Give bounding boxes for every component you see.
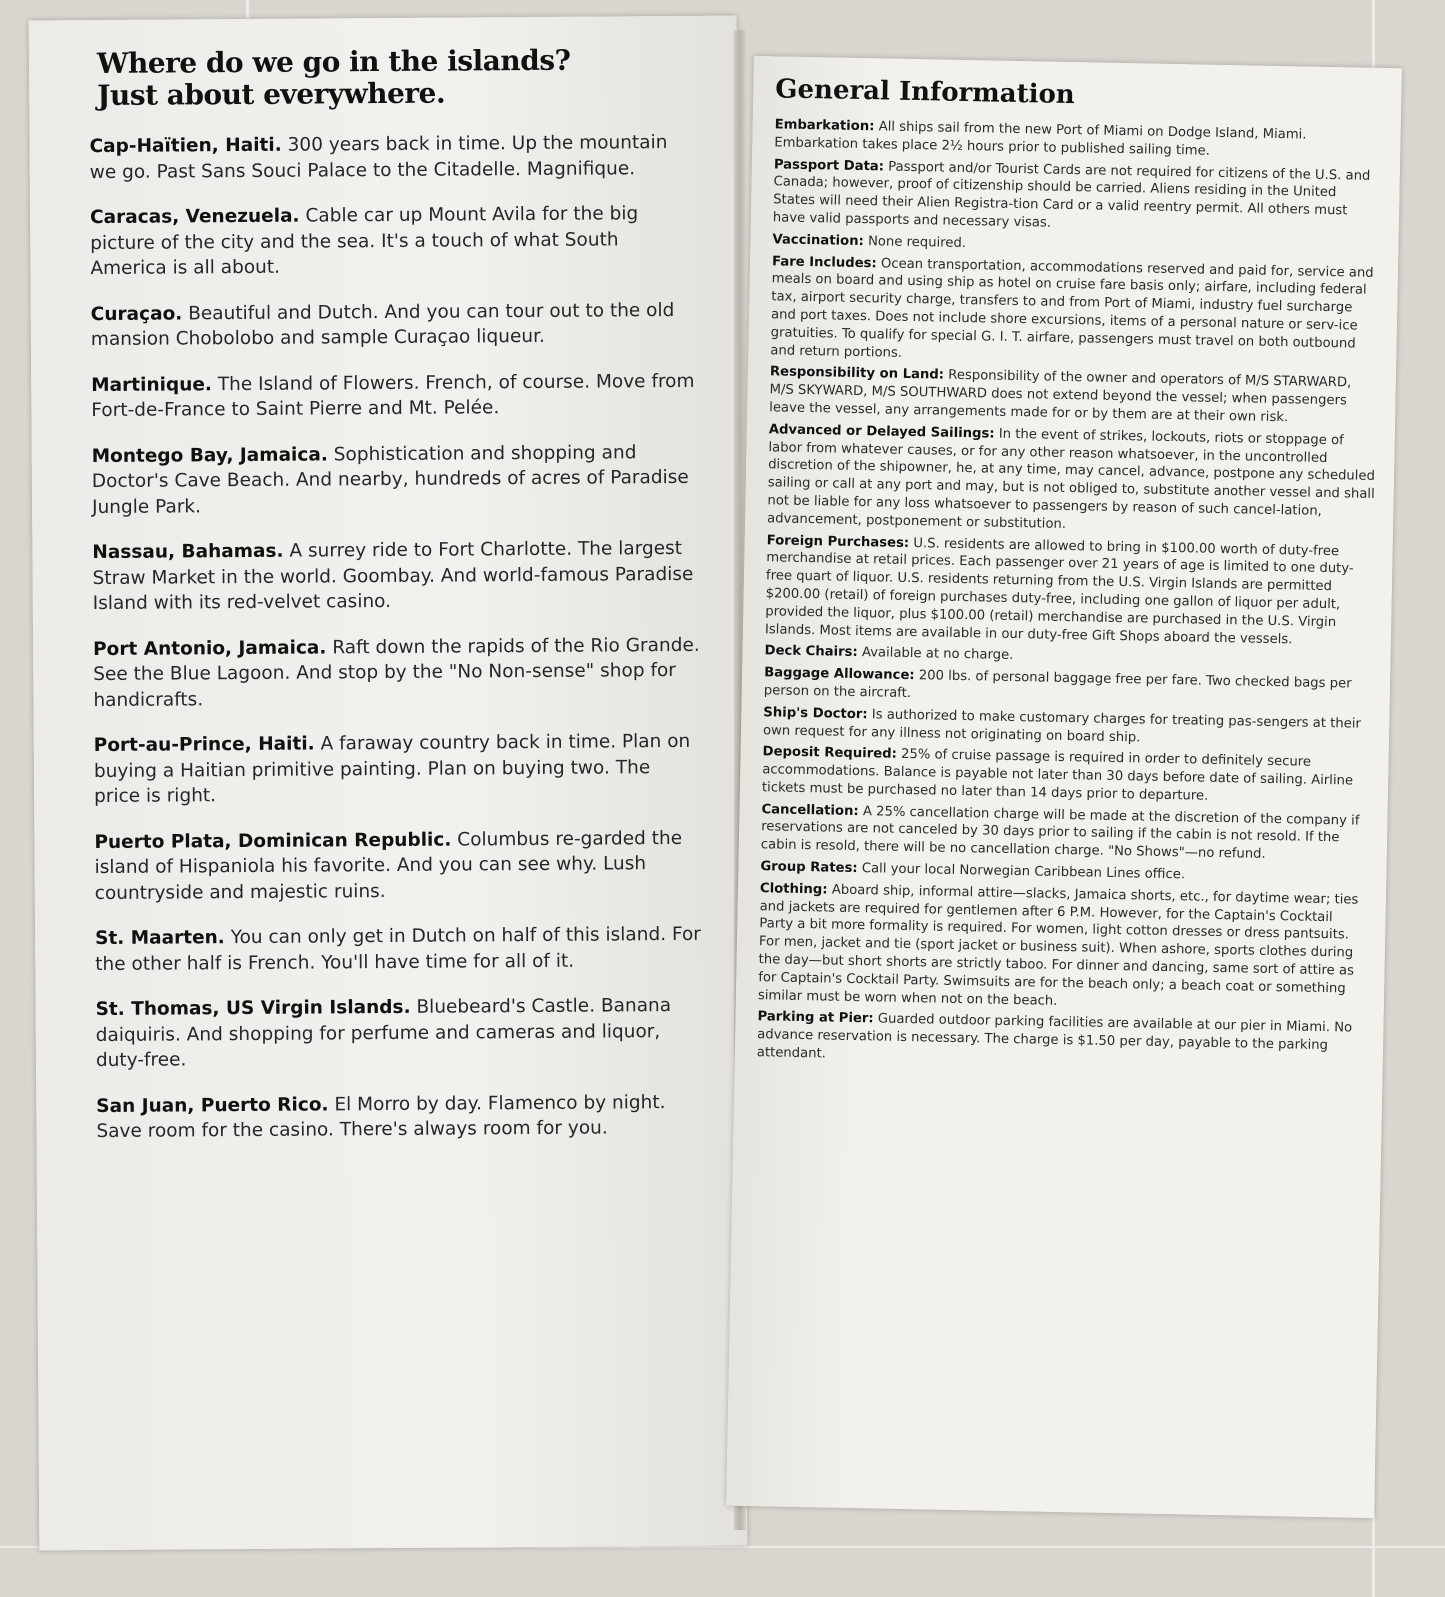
- info-text: Passport and/or Tourist Cards are not required for citizens of the U.S. and Canada; however, proof of citizenship should be carried. Aliens residing in the United States will need their Alien Registra-tion Card or a valid reentry permit. All others must have valid passports and necessary visas.: [772, 159, 1371, 231]
- info-section: [770, 253, 1380, 371]
- info-list: [757, 116, 1383, 1073]
- destination-entry: [92, 536, 701, 617]
- destination-name: St. Maarten.: [95, 927, 225, 950]
- info-text: None required.: [867, 233, 967, 251]
- info-term: Clothing:: [759, 881, 828, 898]
- info-term: Advanced or Delayed Sailings:: [768, 422, 995, 442]
- destination-description: Sophistication and shopping and Doctor's Cave Beach. And nearby, hundreds of acres of Paradise Jungle Park.: [91, 441, 689, 518]
- info-section: [763, 704, 1372, 751]
- title-line-1: Where do we go in the islands?: [96, 43, 571, 81]
- info-term: Deposit Required:: [762, 744, 898, 763]
- info-term: Foreign Purchases:: [766, 532, 910, 551]
- destination-name: San Juan, Puerto Rico.: [96, 1093, 329, 1117]
- info-term: Parking at Pier:: [757, 1009, 874, 1027]
- info-text: Available at no charge.: [861, 645, 1014, 664]
- destination-entry: [95, 922, 703, 977]
- title-line-2: Just about everywhere.: [97, 76, 446, 113]
- info-section: [765, 532, 1375, 650]
- destination-entry: [96, 1089, 704, 1144]
- destination-entry: [95, 993, 704, 1074]
- destination-name: Nassau, Bahamas.: [92, 540, 284, 564]
- destination-entry: [93, 632, 702, 713]
- destination-list: [29, 130, 744, 1145]
- right-page: [726, 56, 1402, 1518]
- destination-name: St. Thomas, US Virgin Islands.: [95, 996, 411, 1021]
- info-term: Cancellation:: [761, 801, 859, 819]
- destination-description: The Island of Flowers. French, of course. Move from Fort-de-France to Saint Pierre and Mt. Pelée.: [91, 370, 695, 422]
- info-section: [758, 880, 1368, 1016]
- info-text: Ocean transportation, accommodations reserved and paid for, service and meals on board and using ship as hotel on cruise fare basis only; airfare, including federal tax, airport security charge, transfers to and from Port of Miami, industry fuel surcharge and port taxes. Does not include shore excursions, items of a personal nature or serv-ice gratuities. To qualify for special G. I. T. airfare, passengers must travel on both outbound and return portions.: [770, 255, 1374, 361]
- destination-description: You can only get in Dutch on half of this island. For the other half is French. You'll have time for all of it.: [95, 923, 701, 975]
- page-title: [97, 44, 737, 112]
- destination-entry: [89, 130, 697, 185]
- destination-name: Montego Bay, Jamaica.: [91, 443, 328, 467]
- info-term: Embarkation:: [774, 117, 875, 135]
- info-section: [762, 744, 1371, 809]
- destination-description: Columbus re-garded the island of Hispaniola his favorite. And you can see why. Lush countryside and majestic ruins.: [94, 827, 683, 904]
- destination-name: Port-au-Prince, Haiti.: [93, 733, 315, 757]
- destination-description: Bluebeard's Castle. Banana daiquiris. And shopping for perfume and cameras and liquor, duty-free.: [95, 995, 672, 1072]
- info-section: [773, 156, 1382, 239]
- destination-name: Martinique.: [91, 373, 212, 396]
- info-section: [761, 801, 1370, 866]
- destination-description: Beautiful and Dutch. And you can tour out to the old mansion Chobolobo and sample Curaçao liqueur.: [90, 299, 675, 351]
- destination-description: Raft down the rapids of the Rio Grande. See the Blue Lagoon. And stop by the "No Non-sense" shop for handicrafts.: [93, 634, 700, 711]
- info-section: [764, 664, 1373, 711]
- destination-name: Caracas, Venezuela.: [89, 205, 300, 229]
- info-section: [769, 364, 1378, 429]
- floor-seam: [246, 0, 249, 18]
- destination-entry: [94, 729, 703, 810]
- destination-description: El Morro by day. Flamenco by night. Save room for the casino. There's always room for you.: [96, 1091, 666, 1143]
- info-text: In the event of strikes, lockouts, riots or stoppage of labor from whatever causes, or for any other reason whatsoever, in the uncontrolled discretion of the shipowner, he, at any time, may cancel, advance, postpone any scheduled sailing or call at any port and may, but is not obliged to, substitute another vessel and shall not be liable for any loss whatsoever to passengers by reason of such cancel-lation, advancement, postponement or substitution.: [766, 426, 1376, 532]
- destination-description: Cable car up Mount Avila for the big picture of the city and the sea. It's a touch of what South America is all about.: [90, 203, 639, 280]
- info-text: All ships sail from the new Port of Miami on Dodge Island, Miami. Embarkation takes place 2½ hours prior to published sailing time.: [774, 119, 1307, 159]
- section-title: General Information: [775, 74, 1076, 111]
- info-term: Passport Data:: [773, 156, 885, 175]
- info-term: Fare Includes:: [771, 253, 877, 271]
- info-term: Baggage Allowance:: [763, 665, 915, 684]
- destination-name: Port Antonio, Jamaica.: [92, 636, 327, 660]
- destination-name: Puerto Plata, Dominican Republic.: [94, 829, 452, 853]
- info-text: Guarded outdoor parking facilities are available at our pier in Miami. No advance reservation is necessary. The charge is $1.50 per day, payable to the parking attendant.: [756, 1011, 1353, 1062]
- info-term: Responsibility on Land:: [769, 364, 945, 383]
- info-section: [767, 421, 1377, 539]
- info-term: Group Rates:: [760, 859, 858, 877]
- info-section: [757, 1009, 1366, 1074]
- destination-description: A surrey ride to Fort Charlotte. The largest Straw Market in the world. Goombay. And world-famous Paradise Island with its red-velvet casino.: [92, 537, 694, 615]
- destination-description: 300 years back in time. Up the mountain we go. Past Sans Souci Palace to the Citadelle. Magnifique.: [89, 132, 668, 183]
- destination-description: A faraway country back in time. Plan on buying a Haitian primitive painting. Plan on buying two. The price is right.: [93, 730, 691, 808]
- info-term: Vaccination:: [772, 232, 864, 249]
- destination-entry: [91, 368, 699, 423]
- info-term: Deck Chairs:: [764, 643, 858, 661]
- destination-entry: [92, 439, 701, 520]
- info-text: A 25% cancellation charge will be made at the discretion of the company if reservations are not canceled by 30 days prior to sailing if the cabin is not resold. If the cabin is resold, there will be no cancellation charge. "No Shows"—no refund.: [760, 803, 1360, 863]
- left-page: [29, 16, 748, 1551]
- destination-entry: [94, 825, 703, 906]
- info-text: 25% of cruise passage is required in order to definitely secure accommodations. Balance is payable not later than 30 days before date of sailing. Airline tickets must be purchased no later than 14 days prior to departure.: [761, 747, 1354, 804]
- info-text: Call your local Norwegian Caribbean Lines office.: [861, 861, 1186, 883]
- destination-entry: [90, 201, 699, 282]
- info-text: Responsibility of the owner and operators of M/S STARWARD, M/S SKYWARD, M/S SOUTHWARD does not extend beyond the vessel; when passengers leave the vessel, any arrangements made for or by them are at their own risk.: [769, 368, 1352, 426]
- destination-name: Curaçao.: [90, 302, 183, 325]
- info-text: Aboard ship, informal attire—slacks, Jamaica shorts, etc., for daytime wear; ties and jackets are required for gentlemen after 6 P.M. However, for the Captain's Cocktail Party a bit more formality is required. For women, light cotton dresses or dress pantsuits. For men, jacket and tie (sport jacket or business suit). When ashore, sports clothes during the day—but short shorts are strictly taboo. For dinner and dancing, same sort of attire as for Captain's Cocktail Party. Swimsuits are for the beach only; a beach coat or something similar must be worn when not on the beach.: [757, 882, 1359, 1009]
- info-text: Is authorized to make customary charges for treating pas-sengers at their own request for any illness not originating on board ship.: [762, 707, 1362, 745]
- info-text: U.S. residents are allowed to bring in $100.00 worth of duty-free merchandise at retail prices. Each passenger over 21 years of age is limited to one duty-free quart of liquor. U.S. residents returning from the U.S. Virgin Islands are permitted $200.00 (retail) of foreign purchases duty-free, including one gallon of liquor per adult, provided the liquor, plus $100.00 (retail) merchandise are purchased in the U.S. Virgin Islands. Most items are available in our duty-free Gift Shops aboard the vessels.: [764, 535, 1354, 647]
- info-section: [774, 116, 1383, 163]
- destination-entry: [91, 297, 699, 352]
- info-term: Ship's Doctor:: [763, 704, 868, 722]
- info-text: 200 lbs. of personal baggage free per fare. Two checked bags per person on the aircraft.: [763, 668, 1352, 701]
- destination-name: Cap-Haïtien, Haiti.: [89, 134, 282, 158]
